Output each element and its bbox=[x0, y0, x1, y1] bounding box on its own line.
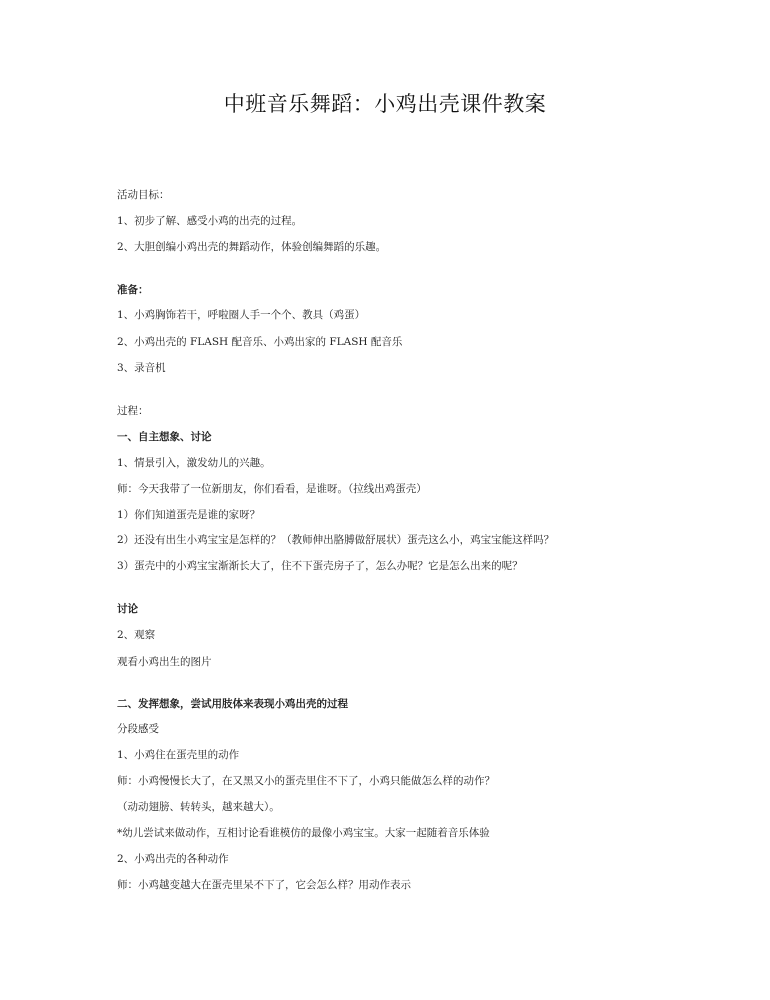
text-line: 师：小鸡慢慢长大了，在又黑又小的蛋壳里住不下了，小鸡只能做怎么样的动作？ bbox=[117, 775, 495, 787]
section-heading: 一、自主想象、讨论 bbox=[117, 431, 212, 443]
text-line: 1、小鸡胸饰若干，呼啦圈人手一个个、教具（鸡蛋） bbox=[117, 309, 366, 321]
text-line: 观看小鸡出生的图片 bbox=[117, 656, 212, 668]
text-line: *幼儿尝试来做动作，互相讨论看谁模仿的最像小鸡宝宝。大家一起随着音乐体验 bbox=[117, 827, 490, 839]
section-heading: 准备： bbox=[117, 284, 149, 296]
text-line: 2、观察 bbox=[117, 629, 156, 641]
text-line: （动动翅膀、转转头，越来越大）。 bbox=[117, 801, 280, 813]
text-line: 师：今天我带了一位新朋友，你们看看，是谁呀。（拉线出鸡蛋壳） bbox=[117, 483, 427, 495]
text-line: 1、小鸡住在蛋壳里的动作 bbox=[117, 749, 240, 761]
text-line: 3）蛋壳中的小鸡宝宝渐渐长大了，住不下蛋壳房子了，怎么办呢？它是怎么出来的呢？ bbox=[117, 560, 523, 572]
text-line: 师：小鸡越变越大在蛋壳里呆不下了，它会怎么样？用动作表示 bbox=[117, 879, 411, 891]
text-line: 3、录音机 bbox=[117, 362, 166, 374]
text-line: 2、小鸡出壳的各种动作 bbox=[117, 853, 229, 865]
text-line: 2）还没有出生小鸡宝宝是怎样的？（教师伸出胳膊做舒展状）蛋壳这么小，鸡宝宝能这样吗？ bbox=[117, 534, 555, 546]
text-line: 1、情景引入，激发幼儿的兴趣。 bbox=[117, 457, 271, 469]
text-line: 1）你们知道蛋壳是谁的家呀？ bbox=[117, 509, 261, 521]
section-heading: 讨论 bbox=[117, 603, 138, 615]
section-heading: 二、发挥想象，尝试用肢体来表现小鸡出壳的过程 bbox=[117, 698, 348, 710]
text-line: 活动目标： bbox=[117, 189, 170, 201]
section-heading: 过程： bbox=[117, 405, 149, 417]
document-title: 中班音乐舞蹈：小鸡出壳课件教案 bbox=[223, 92, 547, 116]
text-line: 2、小鸡出壳的 FLASH 配音乐、小鸡出家的 FLASH 配音乐 bbox=[117, 336, 403, 348]
text-line: 1、初步了解、感受小鸡的出壳的过程。 bbox=[117, 215, 303, 227]
text-line: 2、大胆创编小鸡出壳的舞蹈动作，体验创编舞蹈的乐趣。 bbox=[117, 241, 387, 253]
text-line: 分段感受 bbox=[117, 723, 159, 735]
